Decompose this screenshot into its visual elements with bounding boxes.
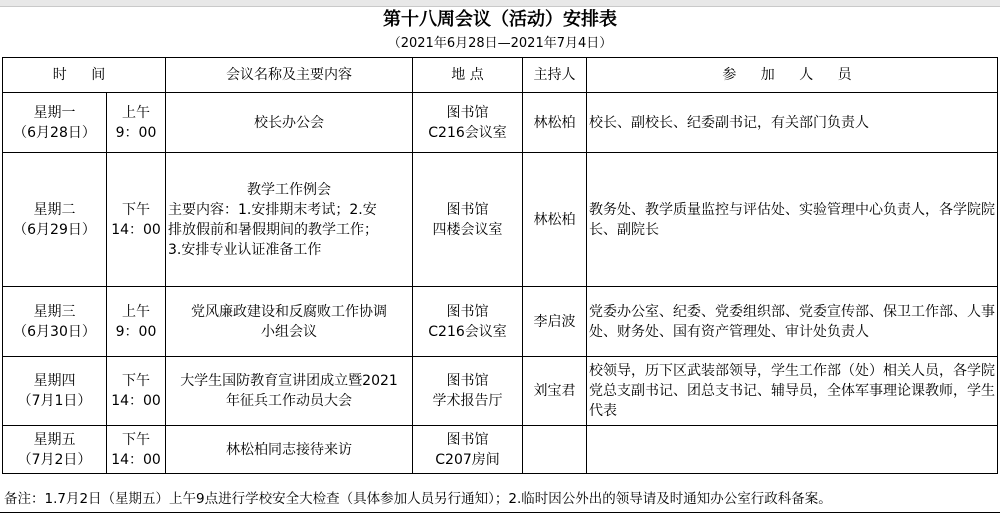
content-cell: 教学工作例会 主要内容：1.安排期末考试；2.安 排放假前和暑假期间的教学工作； 3.安排专业认证准备工作	[166, 153, 413, 287]
table-row	[3, 153, 998, 287]
attendees-cell: 校长、副校长、纪委副书记，有关部门负责人	[587, 93, 998, 153]
location-cell: 图书馆 C207房间	[413, 426, 523, 474]
attendees-cell: 校领导，历下区武装部领导，学生工作部（处）相关人员，各学院党总支副书记、团总支书记、辅导员，全体军事理论课教师，学生代表	[587, 357, 998, 426]
table-row	[3, 426, 998, 474]
time-cell: 下午 14：00	[107, 153, 166, 287]
table-row	[3, 93, 998, 153]
location-cell: 图书馆 学术报告厅	[413, 357, 523, 426]
host-cell: 刘宝君	[523, 357, 587, 426]
day-cell: 星期一 （6月28日）	[3, 93, 107, 153]
day-cell: 星期五 （7月2日）	[3, 426, 107, 474]
host-cell: 林松柏	[523, 153, 587, 287]
attendees-cell: 党委办公室、纪委、党委组织部、党委宣传部、保卫工作部、人事处、财务处、国有资产管理处、审计处负责人	[587, 287, 998, 357]
time-cell: 上午 9：00	[107, 287, 166, 357]
header-attendees: 参 加 人 员	[587, 58, 998, 93]
day-cell: 星期三 （6月30日）	[3, 287, 107, 357]
table-row	[3, 287, 998, 357]
host-cell: 林松柏	[523, 93, 587, 153]
header-row	[3, 58, 998, 93]
day-cell: 星期四 （7月1日）	[3, 357, 107, 426]
host-cell: 李启波	[523, 287, 587, 357]
content-cell: 校长办公会	[166, 93, 413, 153]
date-range-subtitle: （2021年6月28日—2021年7月4日）	[387, 36, 613, 51]
location-cell: 图书馆 C216会议室	[413, 93, 523, 153]
table-row	[3, 357, 998, 426]
location-cell: 图书馆 C216会议室	[413, 287, 523, 357]
bottom-divider	[0, 512, 1000, 513]
header-time: 时 间	[3, 58, 166, 93]
time-cell: 上午 9：00	[107, 93, 166, 153]
location-cell: 图书馆 四楼会议室	[413, 153, 523, 287]
header-content: 会议名称及主要内容	[166, 58, 413, 93]
day-cell: 星期二 （6月29日）	[3, 153, 107, 287]
page-title: 第十八周会议（活动）安排表	[383, 9, 617, 30]
attendees-cell	[587, 426, 998, 474]
content-cell: 党风廉政建设和反腐败工作协调 小组会议	[166, 287, 413, 357]
remarks-note: 备注：1.7月2日（星期五）上午9点进行学校安全大检查（具体参加人员另行通知）；2.临时因公外出的领导请及时通知办公室行政科备案。	[4, 491, 832, 507]
host-cell	[523, 426, 587, 474]
time-cell: 下午 14：00	[107, 426, 166, 474]
attendees-cell: 教务处、教学质量监控与评估处、实验管理中心负责人，各学院院长、副院长	[587, 153, 998, 287]
content-cell: 大学生国防教育宣讲团成立暨2021 年征兵工作动员大会	[166, 357, 413, 426]
header-location: 地 点	[413, 58, 523, 93]
header-host: 主持人	[523, 58, 587, 93]
schedule-table	[2, 57, 998, 474]
content-cell: 林松柏同志接待来访	[166, 426, 413, 474]
time-cell: 下午 14：00	[107, 357, 166, 426]
